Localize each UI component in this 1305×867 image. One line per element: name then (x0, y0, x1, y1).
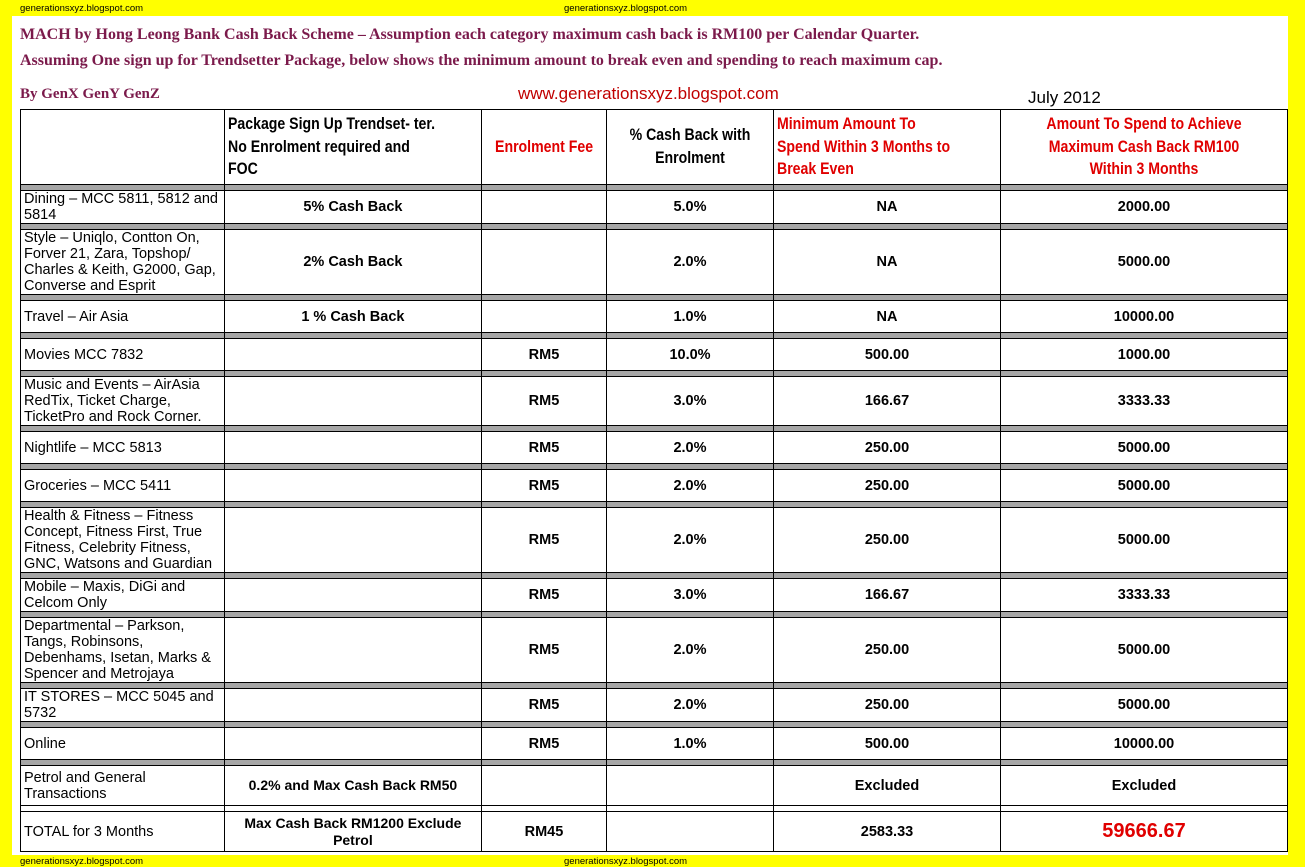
table-row (21, 579, 1288, 612)
cashback-pct-cell: 2.0% (607, 508, 774, 573)
cashback-pct-cell: 1.0% (607, 728, 774, 760)
max-spend-cell: 5000.00 (1001, 689, 1288, 722)
package-cell (224, 339, 481, 371)
category-cell: Dining – MCC 5811, 5812 and 5814 (21, 191, 225, 224)
petrol-row (21, 766, 1288, 806)
fee-cell: RM5 (481, 432, 606, 464)
category-cell: Nightlife – MCC 5813 (21, 432, 225, 464)
max-spend-cell: 5000.00 (1001, 230, 1288, 295)
fee-cell (481, 191, 606, 224)
min-spend-cell: NA (774, 191, 1001, 224)
cashback-pct-cell: 10.0% (607, 339, 774, 371)
fee-cell: RM5 (481, 618, 606, 683)
table-row (21, 377, 1288, 426)
fee-cell (481, 766, 606, 806)
table-row (21, 508, 1288, 573)
max-spend-cell: 1000.00 (1001, 339, 1288, 371)
cashback-pct-cell: 3.0% (607, 377, 774, 426)
document-page (12, 16, 1288, 855)
site-url: www.generationsxyz.blogspot.com (518, 84, 779, 103)
total-label-cell: TOTAL for 3 Months (21, 812, 225, 852)
min-spend-cell: NA (774, 301, 1001, 333)
total-cashback-cell (607, 812, 774, 852)
package-cell (224, 689, 481, 722)
min-spend-cell: 166.67 (774, 377, 1001, 426)
min-spend-cell: 166.67 (774, 579, 1001, 612)
fee-cell: RM5 (481, 377, 606, 426)
min-spend-cell: 250.00 (774, 432, 1001, 464)
cashback-table (20, 109, 1288, 852)
fee-cell: RM5 (481, 728, 606, 760)
cashback-pct-cell: 2.0% (607, 470, 774, 502)
header-blank (21, 110, 225, 185)
category-cell: Health & Fitness – Fitness Concept, Fitness First, True Fitness, Celebrity Fitness, GNC, Watsons and Guardian (21, 508, 225, 573)
table-row (21, 618, 1288, 683)
fee-cell: RM5 (481, 508, 606, 573)
package-cell (224, 579, 481, 612)
min-spend-cell: 250.00 (774, 689, 1001, 722)
max-spend-cell: 10000.00 (1001, 728, 1288, 760)
report-date: July 2012 (1028, 88, 1101, 107)
category-cell: Petrol and General Transactions (21, 766, 225, 806)
watermark-bottom-left: generationsxyz.blogspot.com (20, 856, 144, 867)
min-spend-cell: 500.00 (774, 728, 1001, 760)
header-package: Package Sign Up Trendset- ter. No Enrolment required and FOC (224, 110, 481, 185)
max-spend-cell: 5000.00 (1001, 618, 1288, 683)
max-spend-cell: 10000.00 (1001, 301, 1288, 333)
cashback-pct-cell: 2.0% (607, 432, 774, 464)
package-cell (224, 508, 481, 573)
min-spend-cell: 500.00 (774, 339, 1001, 371)
category-cell: Style – Uniqlo, Contton On, Forver 21, Zara, Topshop/ Charles & Keith, G2000, Gap, Converse and Esprit (21, 230, 225, 295)
cashback-pct-cell: 1.0% (607, 301, 774, 333)
max-spend-cell: 5000.00 (1001, 432, 1288, 464)
cashback-pct-cell (607, 766, 774, 806)
header-cashback: % Cash Back with Enrolment (607, 110, 774, 185)
table-row (21, 689, 1288, 722)
table-row (21, 432, 1288, 464)
total-row (21, 812, 1288, 852)
package-cell: 0.2% and Max Cash Back RM50 (224, 766, 481, 806)
fee-cell: RM5 (481, 579, 606, 612)
min-spend-cell: Excluded (774, 766, 1001, 806)
cashback-pct-cell: 2.0% (607, 618, 774, 683)
table-row (21, 301, 1288, 333)
package-cell (224, 728, 481, 760)
watermark-top-left: generationsxyz.blogspot.com (20, 3, 144, 14)
max-spend-cell: 5000.00 (1001, 470, 1288, 502)
package-cell: 1 % Cash Back (224, 301, 481, 333)
header-line-2: Assuming One sign up for Trendsetter Package, below shows the minimum amount to break even and spending to reach maximum cap. (20, 52, 943, 69)
table-row (21, 470, 1288, 502)
package-cell: 2% Cash Back (224, 230, 481, 295)
header-min-spend: Minimum Amount To Spend Within 3 Months to Break Even (774, 110, 1001, 185)
byline: By GenX GenY GenZ (20, 86, 160, 102)
min-spend-cell: 250.00 (774, 508, 1001, 573)
max-spend-cell: 5000.00 (1001, 508, 1288, 573)
total-max-spend-cell: 59666.67 (1001, 812, 1288, 852)
fee-cell (481, 301, 606, 333)
fee-cell: RM5 (481, 470, 606, 502)
fee-cell: RM5 (481, 689, 606, 722)
package-cell: 5% Cash Back (224, 191, 481, 224)
package-cell (224, 470, 481, 502)
watermark-top-center: generationsxyz.blogspot.com (564, 3, 688, 14)
min-spend-cell: 250.00 (774, 470, 1001, 502)
max-spend-cell: Excluded (1001, 766, 1288, 806)
cashback-pct-cell: 2.0% (607, 230, 774, 295)
cashback-pct-cell: 5.0% (607, 191, 774, 224)
category-cell: Travel – Air Asia (21, 301, 225, 333)
max-spend-cell: 2000.00 (1001, 191, 1288, 224)
table-row (21, 230, 1288, 295)
category-cell: Mobile – Maxis, DiGi and Celcom Only (21, 579, 225, 612)
category-cell: IT STORES – MCC 5045 and 5732 (21, 689, 225, 722)
category-cell: Departmental – Parkson, Tangs, Robinsons, Debenhams, Isetan, Marks & Spencer and Metrojaya (21, 618, 225, 683)
max-spend-cell: 3333.33 (1001, 579, 1288, 612)
header-fee: Enrolment Fee (481, 110, 606, 185)
package-cell (224, 618, 481, 683)
cashback-pct-cell: 2.0% (607, 689, 774, 722)
table-header-row (21, 110, 1288, 185)
fee-cell: RM5 (481, 339, 606, 371)
category-cell: Groceries – MCC 5411 (21, 470, 225, 502)
cashback-pct-cell: 3.0% (607, 579, 774, 612)
min-spend-cell: NA (774, 230, 1001, 295)
package-cell (224, 377, 481, 426)
header-line-1: MACH by Hong Leong Bank Cash Back Scheme – Assumption each category maximum cash back is RM100 per Calendar Quarter. (20, 26, 920, 43)
total-min-spend-cell: 2583.33 (774, 812, 1001, 852)
watermark-bottom-center: generationsxyz.blogspot.com (564, 856, 688, 867)
table-row (21, 339, 1288, 371)
min-spend-cell: 250.00 (774, 618, 1001, 683)
table-row (21, 191, 1288, 224)
category-cell: Online (21, 728, 225, 760)
category-cell: Music and Events – AirAsia RedTix, Ticket Charge, TicketPro and Rock Corner. (21, 377, 225, 426)
table-row (21, 728, 1288, 760)
total-package-cell: Max Cash Back RM1200 Exclude Petrol (224, 812, 481, 852)
max-spend-cell: 3333.33 (1001, 377, 1288, 426)
header-max-spend: Amount To Spend to Achieve Maximum Cash Back RM100 Within 3 Months (1001, 110, 1288, 185)
category-cell: Movies MCC 7832 (21, 339, 225, 371)
total-fee-cell: RM45 (481, 812, 606, 852)
package-cell (224, 432, 481, 464)
fee-cell (481, 230, 606, 295)
